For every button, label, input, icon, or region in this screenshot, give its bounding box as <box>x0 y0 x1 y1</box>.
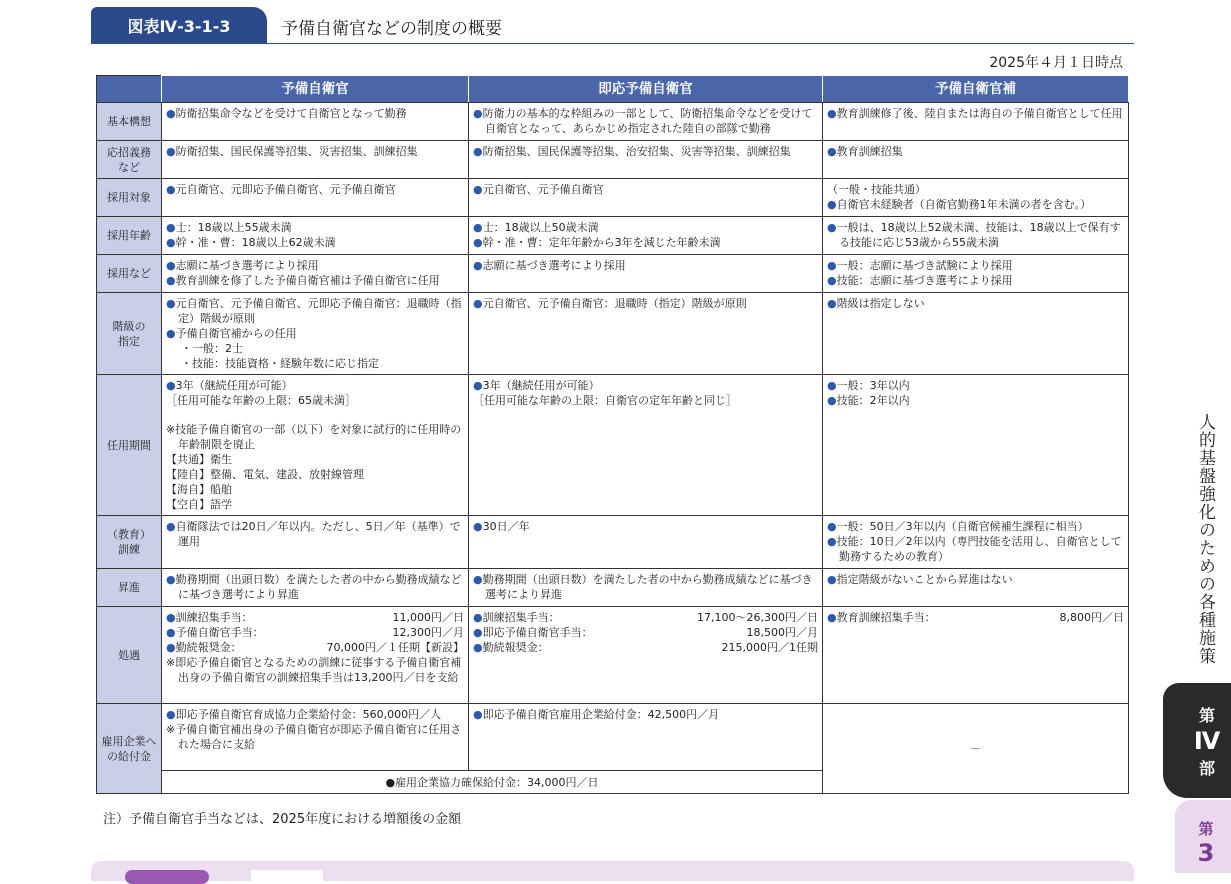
footnote: 注）予備自衛官手当などは、2025年度における増額後の金額 <box>103 812 462 827</box>
cell-text: ●幹・准・曹：定年年齢から3年を減じた年齢未満 <box>473 236 721 249</box>
corner-cell <box>97 76 162 103</box>
fee-label: ● 勤続報奨金： <box>166 640 242 655</box>
table-row <box>97 607 1129 704</box>
cell-text: 【共通】衛生 <box>166 453 232 466</box>
cell-text: ●教育訓練を修了した予備自衛官補は予備自衛官に任用 <box>166 274 440 287</box>
cell-text: ●志願に基づき選考により採用 <box>166 259 319 272</box>
cell-text: ●元自衛官、元予備自衛官 <box>473 183 604 196</box>
row-header-basic-concept: 基本構想 <box>97 103 162 141</box>
cell-text: 【陸自】整備、電気、建設、放射線管理 <box>166 468 364 481</box>
figure-title: 予備自衛官などの制度の概要 <box>281 19 502 39</box>
cell-text: ●3年（継続任用が可能） <box>166 379 293 392</box>
fee-value: 215,000円／1任期 <box>721 641 818 654</box>
fee-label: ● 即応予備自衛官手当： <box>473 625 593 640</box>
cell-text: ※予備自衛官補出身の予備自衛官が即応予備自衛官に任用された場合に支給 <box>166 723 462 751</box>
fee-label: ● 訓練招集手当： <box>473 610 560 625</box>
row-header-rank: 階級の 指定 <box>97 293 162 375</box>
cell-text: ・技能：技能資格・経験年数に応じ指定 <box>170 357 379 370</box>
row-header-recruitment: 採用など <box>97 255 162 293</box>
cell-text: ●勤務期間（出頭日数）を満たした者の中から勤務成績などに基づき選考により昇進 <box>473 573 813 601</box>
cell-text: ●一般は、18歳以上52歳未満、技能は、18歳以上で保有する技能に応じ53歳から55歳未満 <box>827 221 1121 249</box>
table-row <box>97 217 1129 255</box>
row-header-call-duty: 応招義務 など <box>97 141 162 179</box>
fee-label: ● 勤続報奨金： <box>473 640 549 655</box>
next-section-band <box>91 861 1134 881</box>
cell-text: ［任用可能な年齢の上限：自衛官の定年年齢と同じ］ <box>473 394 737 407</box>
cell-text: ●教育訓練招集 <box>827 145 903 158</box>
cell-text: ※技能予備自衛官の一部（以下）を対象に試行的に任用時の年齢制限を廃止 <box>166 423 462 451</box>
cell-text: ※即応予備自衛官となるための訓練に従事する予備自衛官補出身の予備自衛官の訓練招集手当は13,200円／日を支給 <box>166 656 462 684</box>
row-header-training: （教育） 訓練 <box>97 516 162 569</box>
fee-value: 12,300円／月 <box>392 626 464 639</box>
col-header-ready-reserve: 即応予備自衛官 <box>469 76 823 103</box>
cell-text: ●志願に基づき選考により採用 <box>473 259 626 272</box>
part-tab-prefix: 第 <box>1198 705 1215 725</box>
table-row <box>97 704 1129 771</box>
figure-header <box>91 7 1134 44</box>
cell-text: ●一般：50日／3年以内（自衛官候補生課程に相当） <box>827 520 1089 533</box>
chapter-tab-prefix: 第 <box>1198 820 1214 838</box>
chapter-tab-number: 3 <box>1197 839 1215 867</box>
table-row <box>97 375 1129 516</box>
cell-text: 【海自】船舶 <box>166 483 232 496</box>
fee-label: ● 訓練招集手当： <box>166 610 253 625</box>
cell-text: ●士：18歳以上50歳未満 <box>473 221 599 234</box>
cell-text: ●防衛招集、国民保護等招集、災害招集、訓練招集 <box>166 145 418 158</box>
cell-text: ●即応予備自衛官育成協力企業給付金：560,000円／人 <box>166 708 442 721</box>
system-overview-table <box>96 75 1129 794</box>
cell-text: ●防衛力の基本的な枠組みの一部として、防衛招集命令などを受けて自衛官となって、あらかじめ指定された陸自の部隊で勤務 <box>473 107 813 135</box>
cell-text: ●即応予備自衛官雇用企業給付金：42,500円／月 <box>473 708 720 721</box>
fee-value: 18,500円／月 <box>746 626 818 639</box>
cell-text: 【空自】語学 <box>166 498 232 511</box>
cell-text: ●技能：志願に基づき選考により採用 <box>827 274 1013 287</box>
cell-text: ●一般：3年以内 <box>827 379 910 392</box>
table-row <box>97 293 1129 375</box>
cell-text: ●元自衛官、元即応予備自衛官、元予備自衛官 <box>166 183 396 196</box>
figure-label: 図表Ⅳ-3-1-3 <box>91 7 267 43</box>
cell-text: ●教育訓練修了後、陸自または海自の予備自衛官として任用 <box>827 107 1123 120</box>
fee-label: ● 教育訓練招集手当： <box>827 610 936 625</box>
fee-value: 8,800円／日 <box>1059 611 1124 624</box>
as-of-date: 2025年４月１日時点 <box>989 55 1123 71</box>
cell-text: ●予備自衛官補からの任用 <box>166 327 297 340</box>
cell-text: ●技能：2年以内 <box>827 394 910 407</box>
cell-text: ・一般：2士 <box>170 342 243 355</box>
cell-text: ●元自衛官、元予備自衛官、元即応予備自衛官：退職時（指定）階級が原則 <box>166 297 462 325</box>
row-header-employer-benefit: 雇用企業へ の給付金 <box>97 704 162 794</box>
part-tab-number: Ⅳ <box>1193 726 1221 755</box>
cell-text: ●階級は指定しない <box>827 297 925 310</box>
cell-text: ●元自衛官、元予備自衛官：退職時（指定）階級が原則 <box>473 297 747 310</box>
cell-text: ●自衛官未経験者（自衛官勤務1年未満の者を含む。） <box>827 198 1092 211</box>
fee-value: 70,000円／１任期【新設】 <box>326 641 464 654</box>
table-row <box>97 516 1129 569</box>
part-tab[interactable] <box>1163 683 1231 798</box>
section-pill <box>125 870 209 884</box>
cell-text: ●防衛招集、国民保護等招集、治安招集、災害等招集、訓練招集 <box>473 145 791 158</box>
table-row <box>97 569 1129 607</box>
cell-dash: － <box>823 704 1129 794</box>
cell-text: ●30日／年 <box>473 520 530 533</box>
cell-text: （一般・技能共通） <box>827 183 926 196</box>
row-header-eligibility: 採用対象 <box>97 179 162 217</box>
table-row <box>97 179 1129 217</box>
row-header-term: 任用期間 <box>97 375 162 516</box>
row-header-age: 採用年齢 <box>97 217 162 255</box>
col-header-reserve-candidate: 予備自衛官補 <box>823 76 1129 103</box>
cell-text: ●勤務期間（出頭日数）を満たした者の中から勤務成績などに基づき選考により昇進 <box>166 573 462 601</box>
section-vertical-title: 人的基盤強化のための各種施策 <box>1195 413 1215 665</box>
cell-text: ●一般：志願に基づき試験により採用 <box>827 259 1013 272</box>
table-row <box>97 255 1129 293</box>
cell-text: ［任用可能な年齢の上限：65歳未満］ <box>166 394 356 407</box>
section-box <box>251 870 323 884</box>
cell-text: ●士：18歳以上55歳未満 <box>166 221 292 234</box>
cell-text: ●幹・准・曹：18歳以上62歳未満 <box>166 236 336 249</box>
cell-text: ●指定階級がないことから昇進はない <box>827 573 1013 586</box>
cell-text: ●防衛招集命令などを受けて自衛官となって勤務 <box>166 107 407 120</box>
fee-value: 17,100～26,300円／日 <box>697 611 818 624</box>
fee-label: ● 予備自衛官手当： <box>166 625 264 640</box>
cell-text: ●3年（継続任用が可能） <box>473 379 600 392</box>
part-tab-suffix: 部 <box>1198 758 1215 778</box>
table-row <box>97 141 1129 179</box>
fee-value: 11,000円／日 <box>392 611 464 624</box>
col-header-reserve: 予備自衛官 <box>162 76 469 103</box>
chapter-tab[interactable] <box>1175 800 1231 873</box>
cell-text: ●自衛隊法では20日／年以内。ただし、5日／年（基準）で運用 <box>166 520 461 548</box>
cell-text: ●技能：10日／2年以内（専門技能を活用し、自衛官として勤務するための教育） <box>827 535 1122 563</box>
table-row <box>97 103 1129 141</box>
row-header-treatment: 処遇 <box>97 607 162 704</box>
row-header-promotion: 昇進 <box>97 569 162 607</box>
shared-benefit-cell: ●雇用企業協力確保給付金：34,000円／日 <box>162 771 823 794</box>
